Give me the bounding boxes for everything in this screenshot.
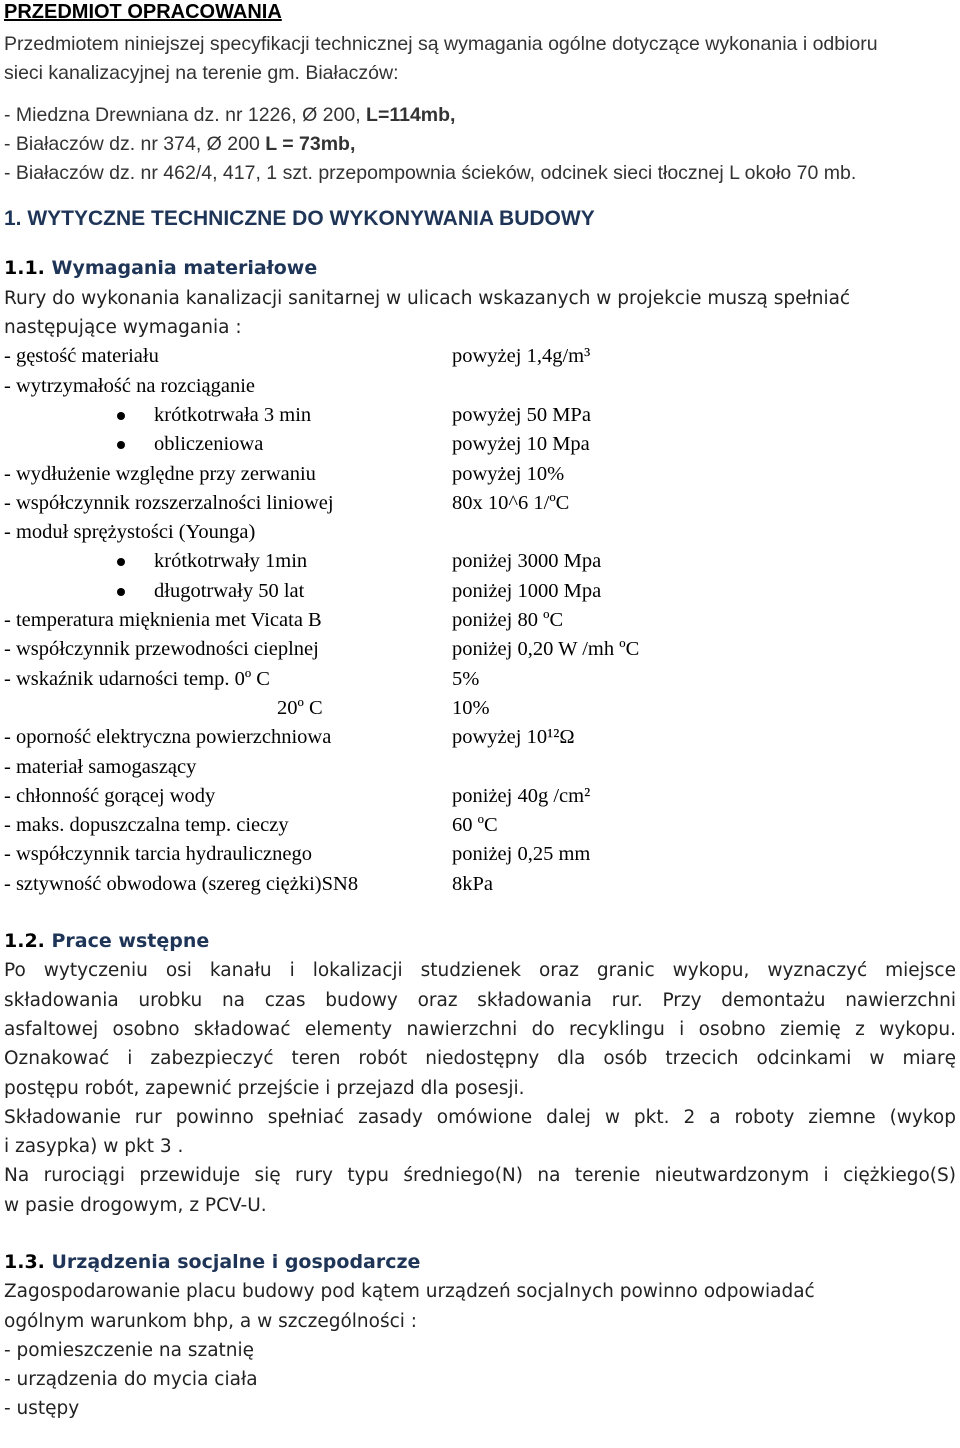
requirement-value: poniżej 0,25 mm xyxy=(452,843,591,866)
requirement-label: - temperatura mięknienia met Vicata B xyxy=(4,609,322,632)
subsection-heading-1-1: 1.1. Wymagania materiałowe xyxy=(4,257,318,280)
requirement-row xyxy=(4,753,956,782)
requirement-label: - wskaźnik udarności temp. 0º C xyxy=(4,667,270,690)
paragraph xyxy=(4,956,956,1220)
requirement-row xyxy=(4,489,956,518)
requirement-row xyxy=(4,635,956,664)
requirement-label: - gęstość materiału xyxy=(4,345,159,368)
top-heading: PRZEDMIOT OPRACOWANIA xyxy=(4,1,282,23)
requirement-row xyxy=(4,518,956,547)
requirement-value: poniżej 0,20 W /mh ºC xyxy=(452,638,640,661)
paragraph-line: Składowanie rur powinno spełniać zasady omówione dalej w pkt. 2 a roboty ziemne (wykop xyxy=(4,1106,956,1128)
requirement-row xyxy=(4,547,956,576)
requirement-value: powyżej 1,4g/m³ xyxy=(452,345,591,368)
paragraph-line: Rury do wykonania kanalizacji sanitarnej w ulicach wskazanych w projekcie muszą spełniać xyxy=(4,287,851,309)
requirement-value: powyżej 50 MPa xyxy=(452,403,591,426)
requirements-list xyxy=(4,342,956,899)
requirement-value: powyżej 10¹²Ω xyxy=(452,726,575,749)
paragraph-line: i zasypka) w pkt 3 . xyxy=(4,1136,184,1158)
requirement-label: - współczynnik przewodności cieplnej xyxy=(4,638,319,661)
requirement-row xyxy=(4,870,956,899)
bullet-requirement-label: krótkotrwała 3 min xyxy=(4,401,452,430)
requirement-row xyxy=(4,811,956,840)
requirement-label: 20º C xyxy=(277,696,323,719)
requirement-label: - sztywność obwodowa (szereg ciężki)SN8 xyxy=(4,872,359,895)
list-item: - Białaczów dz. nr 374, Ø 200 L = 73mb, xyxy=(4,132,356,155)
requirement-value: poniżej 3000 Mpa xyxy=(452,550,602,573)
list-item: - ustępy xyxy=(4,1398,80,1420)
paragraph-line: Na rurociągi przewiduje się rury typu średniego(N) na terenie nieutwardzonym i ciężkiego(S) xyxy=(4,1165,956,1187)
requirement-value: 8kPa xyxy=(452,872,493,895)
paragraph-line: Po wytyczeniu osi kanału i lokalizacji studzienek oraz granic wykopu, wyznaczyć miejsce xyxy=(4,960,956,982)
requirement-row xyxy=(4,430,956,459)
requirement-label: - współczynnik rozszerzalności liniowej xyxy=(4,491,334,514)
requirement-value: poniżej 40g /cm² xyxy=(452,784,591,807)
requirement-value xyxy=(452,518,956,547)
requirement-value: 10% xyxy=(452,696,490,719)
requirement-row xyxy=(4,840,956,869)
paragraph-line: asfaltowej osobno składować elementy nawierzchni do recyklingu i osobno ziemię z wykopu. xyxy=(4,1018,956,1040)
subsection-heading-1-3: 1.3. Urządzenia socjalne i gospodarcze xyxy=(4,1250,421,1273)
list-item: - pomieszczenie na szatnię xyxy=(4,1339,255,1361)
paragraph-line: w pasie drogowym, z PCV-U. xyxy=(4,1194,267,1216)
list-item: - Miedzna Drewniana dz. nr 1226, Ø 200, L=114mb, xyxy=(4,103,456,126)
paragraph-line: Oznakować i zabezpieczyć teren robót niedostępny dla osób trzecich odcinkami w miarę xyxy=(4,1048,956,1070)
requirement-value: 80x 10^6 1/ºC xyxy=(452,491,570,514)
list-item: - Białaczów dz. nr 462/4, 417, 1 szt. przepompownia ścieków, odcinek sieci tłocznej L około 70 mb. xyxy=(4,162,857,185)
bullet-requirement-label: krótkotrwały 1min xyxy=(4,547,452,576)
requirement-row xyxy=(4,577,956,606)
requirement-label: - materiał samogaszący xyxy=(4,755,197,778)
requirement-row xyxy=(4,401,956,430)
requirement-value xyxy=(452,372,956,401)
requirement-row xyxy=(4,372,956,401)
bullet-requirement-label: obliczeniowa xyxy=(4,430,452,459)
requirement-label: - chłonność gorącej wody xyxy=(4,784,216,807)
requirement-value xyxy=(452,753,956,782)
requirement-value: poniżej 1000 Mpa xyxy=(452,579,602,602)
requirement-value: poniżej 80 ºC xyxy=(452,609,564,632)
subsection-heading-1-2: 1.2. Prace wstępne xyxy=(4,930,210,953)
section-heading-1: 1. WYTYCZNE TECHNICZNE DO WYKONYWANIA BUDOWY xyxy=(4,207,595,231)
list-item: - urządzenia do mycia ciała xyxy=(4,1369,258,1391)
requirement-row xyxy=(4,782,956,811)
requirement-value: 5% xyxy=(452,667,480,690)
requirement-value: powyżej 10% xyxy=(452,462,565,485)
requirement-row xyxy=(4,342,956,371)
paragraph-line: postępu robót, zapewnić przejście i przejazd dla posesji. xyxy=(4,1077,525,1099)
requirement-label: - oporność elektryczna powierzchniowa xyxy=(4,726,332,749)
requirement-row xyxy=(4,665,956,694)
requirement-value: powyżej 10 Mpa xyxy=(452,433,590,456)
requirement-label: - wydłużenie względne przy zerwaniu xyxy=(4,462,316,485)
requirement-row xyxy=(4,723,956,752)
requirement-label: - współczynnik tarcia hydraulicznego xyxy=(4,843,312,866)
paragraph-line: składowania urobku na czas budowy oraz składowania rur. Przy demontażu nawierzchni xyxy=(4,989,956,1011)
requirement-value: 60 ºC xyxy=(452,814,498,837)
requirement-label: - moduł sprężystości (Younga) xyxy=(4,521,256,544)
intro-line-1: Przedmiotem niniejszej specyfikacji technicznej są wymagania ogólne dotyczące wykonania i odbioru xyxy=(4,33,878,55)
requirement-label: - wytrzymałość na rozciąganie xyxy=(4,374,256,397)
paragraph-line: następujące wymagania : xyxy=(4,317,242,339)
paragraph xyxy=(4,1277,956,1423)
requirement-row xyxy=(4,606,956,635)
requirement-row xyxy=(4,460,956,489)
requirement-row xyxy=(4,694,956,723)
intro-line-2: sieci kanalizacyjnej na terenie gm. Białaczów: xyxy=(4,62,399,85)
requirement-label: - maks. dopuszczalna temp. cieczy xyxy=(4,814,289,837)
bullet-requirement-label: długotrwały 50 lat xyxy=(4,577,452,606)
paragraph-line: ogólnym warunkom bhp, a w szczególności : xyxy=(4,1310,418,1332)
paragraph-line: Zagospodarowanie placu budowy pod kątem urządzeń socjalnych powinno odpowiadać xyxy=(4,1281,815,1303)
